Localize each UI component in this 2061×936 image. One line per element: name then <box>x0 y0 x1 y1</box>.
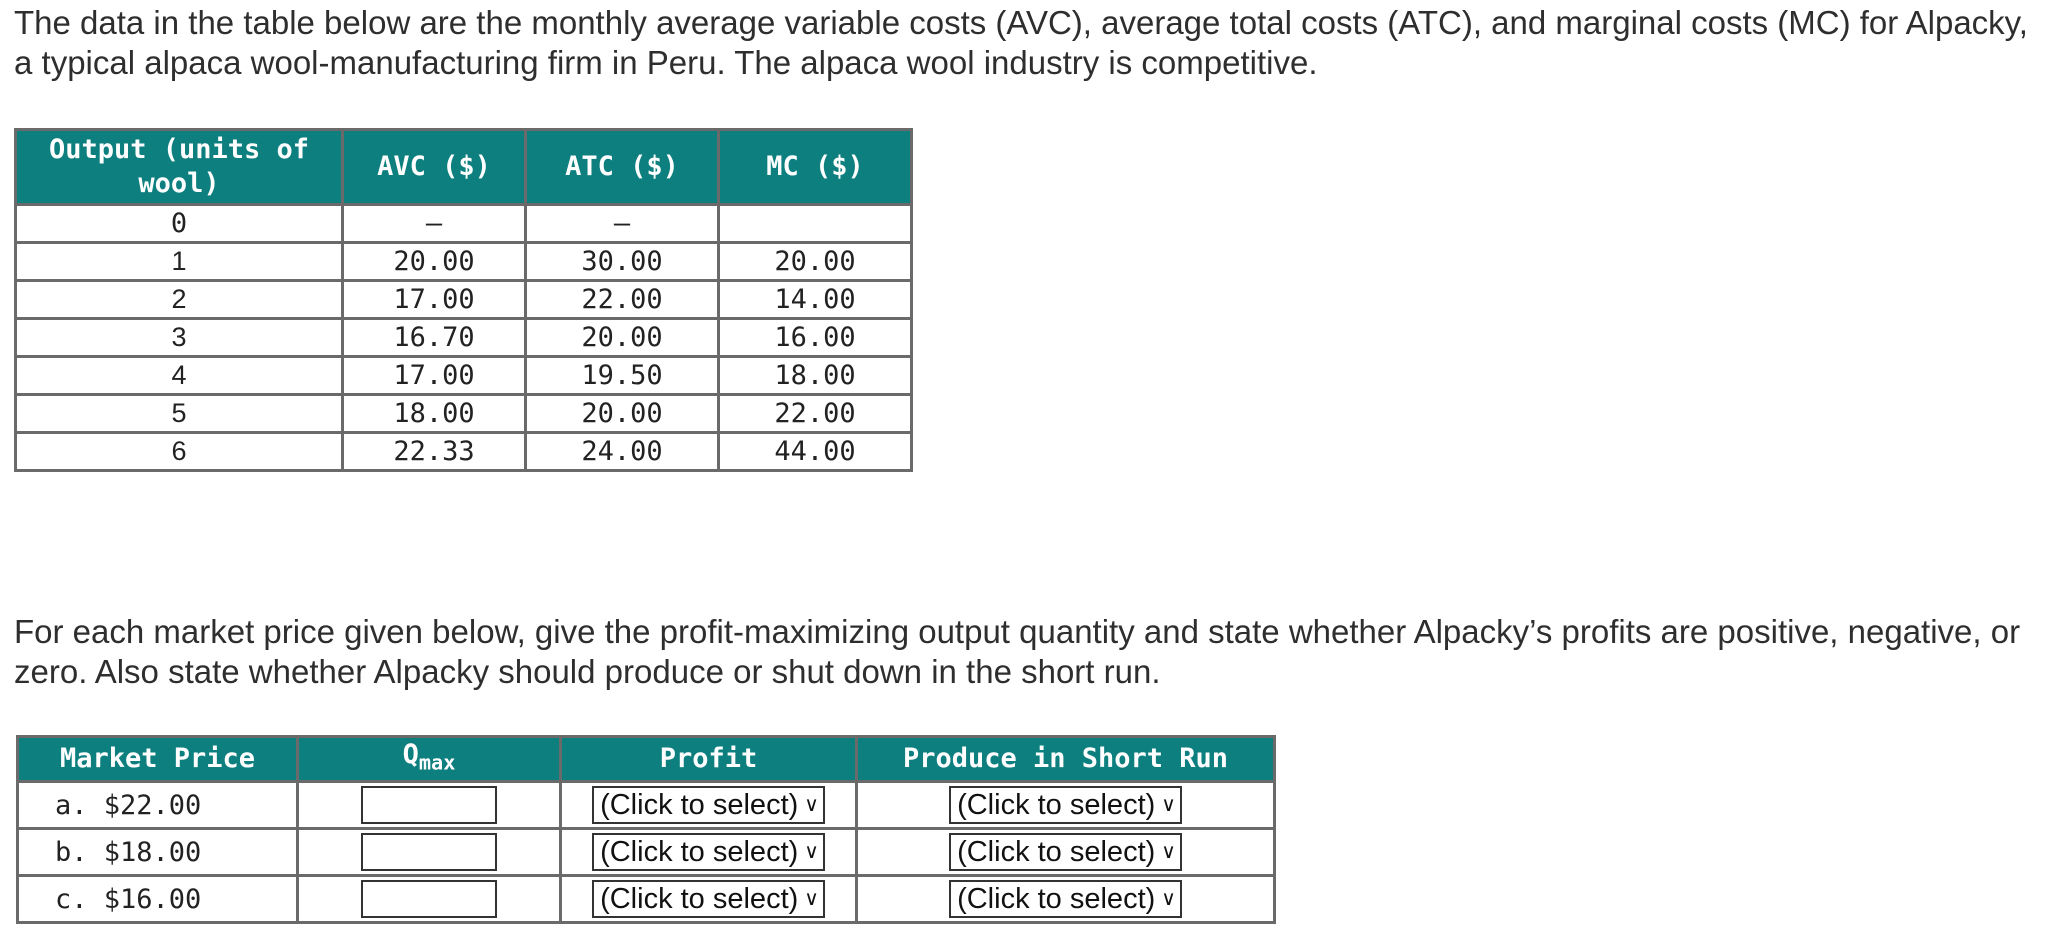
question-paragraph: For each market price given below, give the profit-maximizing output quantity and state whether Alpacky’s profits are positive, negative, or zero. Also state whether Alpacky should produce or shut down in the short run. <box>14 613 2021 690</box>
output-cell: 2 <box>16 281 343 319</box>
mc-cell <box>719 205 912 243</box>
qmax-symbol: Q <box>402 739 419 771</box>
output-cell: 1 <box>16 243 343 281</box>
avc-cell: 20.00 <box>343 243 526 281</box>
mc-cell: 20.00 <box>719 243 912 281</box>
profit-cell <box>561 876 857 923</box>
table-row <box>18 782 1275 829</box>
chevron-down-icon: ∨ <box>1161 888 1176 910</box>
answer-table <box>16 735 1276 924</box>
produce-cell <box>857 876 1275 923</box>
atc-cell: — <box>526 205 719 243</box>
profit-select[interactable] <box>592 833 825 871</box>
header-mc: MC ($) <box>719 130 912 205</box>
avc-cell: 22.33 <box>343 433 526 471</box>
profit-select[interactable] <box>592 786 825 824</box>
mc-cell: 14.00 <box>719 281 912 319</box>
chevron-down-icon: ∨ <box>804 888 819 910</box>
atc-cell: 20.00 <box>526 319 719 357</box>
produce-select[interactable] <box>949 880 1182 918</box>
produce-cell <box>857 829 1275 876</box>
price-cell: a. $22.00 <box>18 782 298 829</box>
atc-cell: 24.00 <box>526 433 719 471</box>
qmax-cell <box>298 876 561 923</box>
avc-cell: — <box>343 205 526 243</box>
header-output: Output (units of wool) <box>16 130 343 205</box>
table-row <box>16 243 912 281</box>
output-cell: 3 <box>16 319 343 357</box>
avc-cell: 17.00 <box>343 357 526 395</box>
chevron-down-icon: ∨ <box>1161 841 1176 863</box>
intro-paragraph: The data in the table below are the monthly average variable costs (AVC), average total costs (ATC), and marginal costs (MC) for Alpacky, a typical alpaca wool-manufacturing firm in Peru. The alpaca wool industry is competitive. <box>14 4 2028 81</box>
produce-select[interactable] <box>949 833 1182 871</box>
profit-select-label: (Click to select) <box>600 789 799 821</box>
avc-cell: 18.00 <box>343 395 526 433</box>
table-row <box>18 829 1275 876</box>
mc-cell: 18.00 <box>719 357 912 395</box>
price-cell: b. $18.00 <box>18 829 298 876</box>
header-produce: Produce in Short Run <box>857 737 1275 782</box>
produce-select-label: (Click to select) <box>957 789 1156 821</box>
qmax-subscript: max <box>418 750 456 775</box>
header-qmax <box>298 737 561 782</box>
produce-select-label: (Click to select) <box>957 836 1156 868</box>
produce-select-label: (Click to select) <box>957 883 1156 915</box>
table-row <box>16 281 912 319</box>
header-avc: AVC ($) <box>343 130 526 205</box>
mc-cell: 16.00 <box>719 319 912 357</box>
profit-select-label: (Click to select) <box>600 836 799 868</box>
chevron-down-icon: ∨ <box>1161 794 1176 816</box>
table-row <box>16 357 912 395</box>
atc-cell: 30.00 <box>526 243 719 281</box>
output-cell: 6 <box>16 433 343 471</box>
qmax-input[interactable] <box>361 833 497 871</box>
cost-table <box>14 128 913 472</box>
profit-cell <box>561 782 857 829</box>
qmax-cell <box>298 782 561 829</box>
profit-cell <box>561 829 857 876</box>
avc-cell: 16.70 <box>343 319 526 357</box>
header-atc: ATC ($) <box>526 130 719 205</box>
header-market-price: Market Price <box>18 737 298 782</box>
chevron-down-icon: ∨ <box>804 841 819 863</box>
atc-cell: 22.00 <box>526 281 719 319</box>
chevron-down-icon: ∨ <box>804 794 819 816</box>
output-cell: 4 <box>16 357 343 395</box>
profit-select-label: (Click to select) <box>600 883 799 915</box>
mc-cell: 44.00 <box>719 433 912 471</box>
output-cell: 5 <box>16 395 343 433</box>
table-row <box>18 876 1275 923</box>
profit-select[interactable] <box>592 880 825 918</box>
produce-cell <box>857 782 1275 829</box>
price-cell: c. $16.00 <box>18 876 298 923</box>
produce-select[interactable] <box>949 786 1182 824</box>
qmax-input[interactable] <box>361 786 497 824</box>
output-cell: 0 <box>16 205 343 243</box>
table-row <box>16 205 912 243</box>
atc-cell: 19.50 <box>526 357 719 395</box>
qmax-cell <box>298 829 561 876</box>
qmax-input[interactable] <box>361 880 497 918</box>
avc-cell: 17.00 <box>343 281 526 319</box>
cost-table-header-row <box>16 130 912 205</box>
header-profit: Profit <box>561 737 857 782</box>
table-row <box>16 433 912 471</box>
mc-cell: 22.00 <box>719 395 912 433</box>
table-row <box>16 319 912 357</box>
atc-cell: 20.00 <box>526 395 719 433</box>
answer-table-header-row <box>18 737 1275 782</box>
table-row <box>16 395 912 433</box>
